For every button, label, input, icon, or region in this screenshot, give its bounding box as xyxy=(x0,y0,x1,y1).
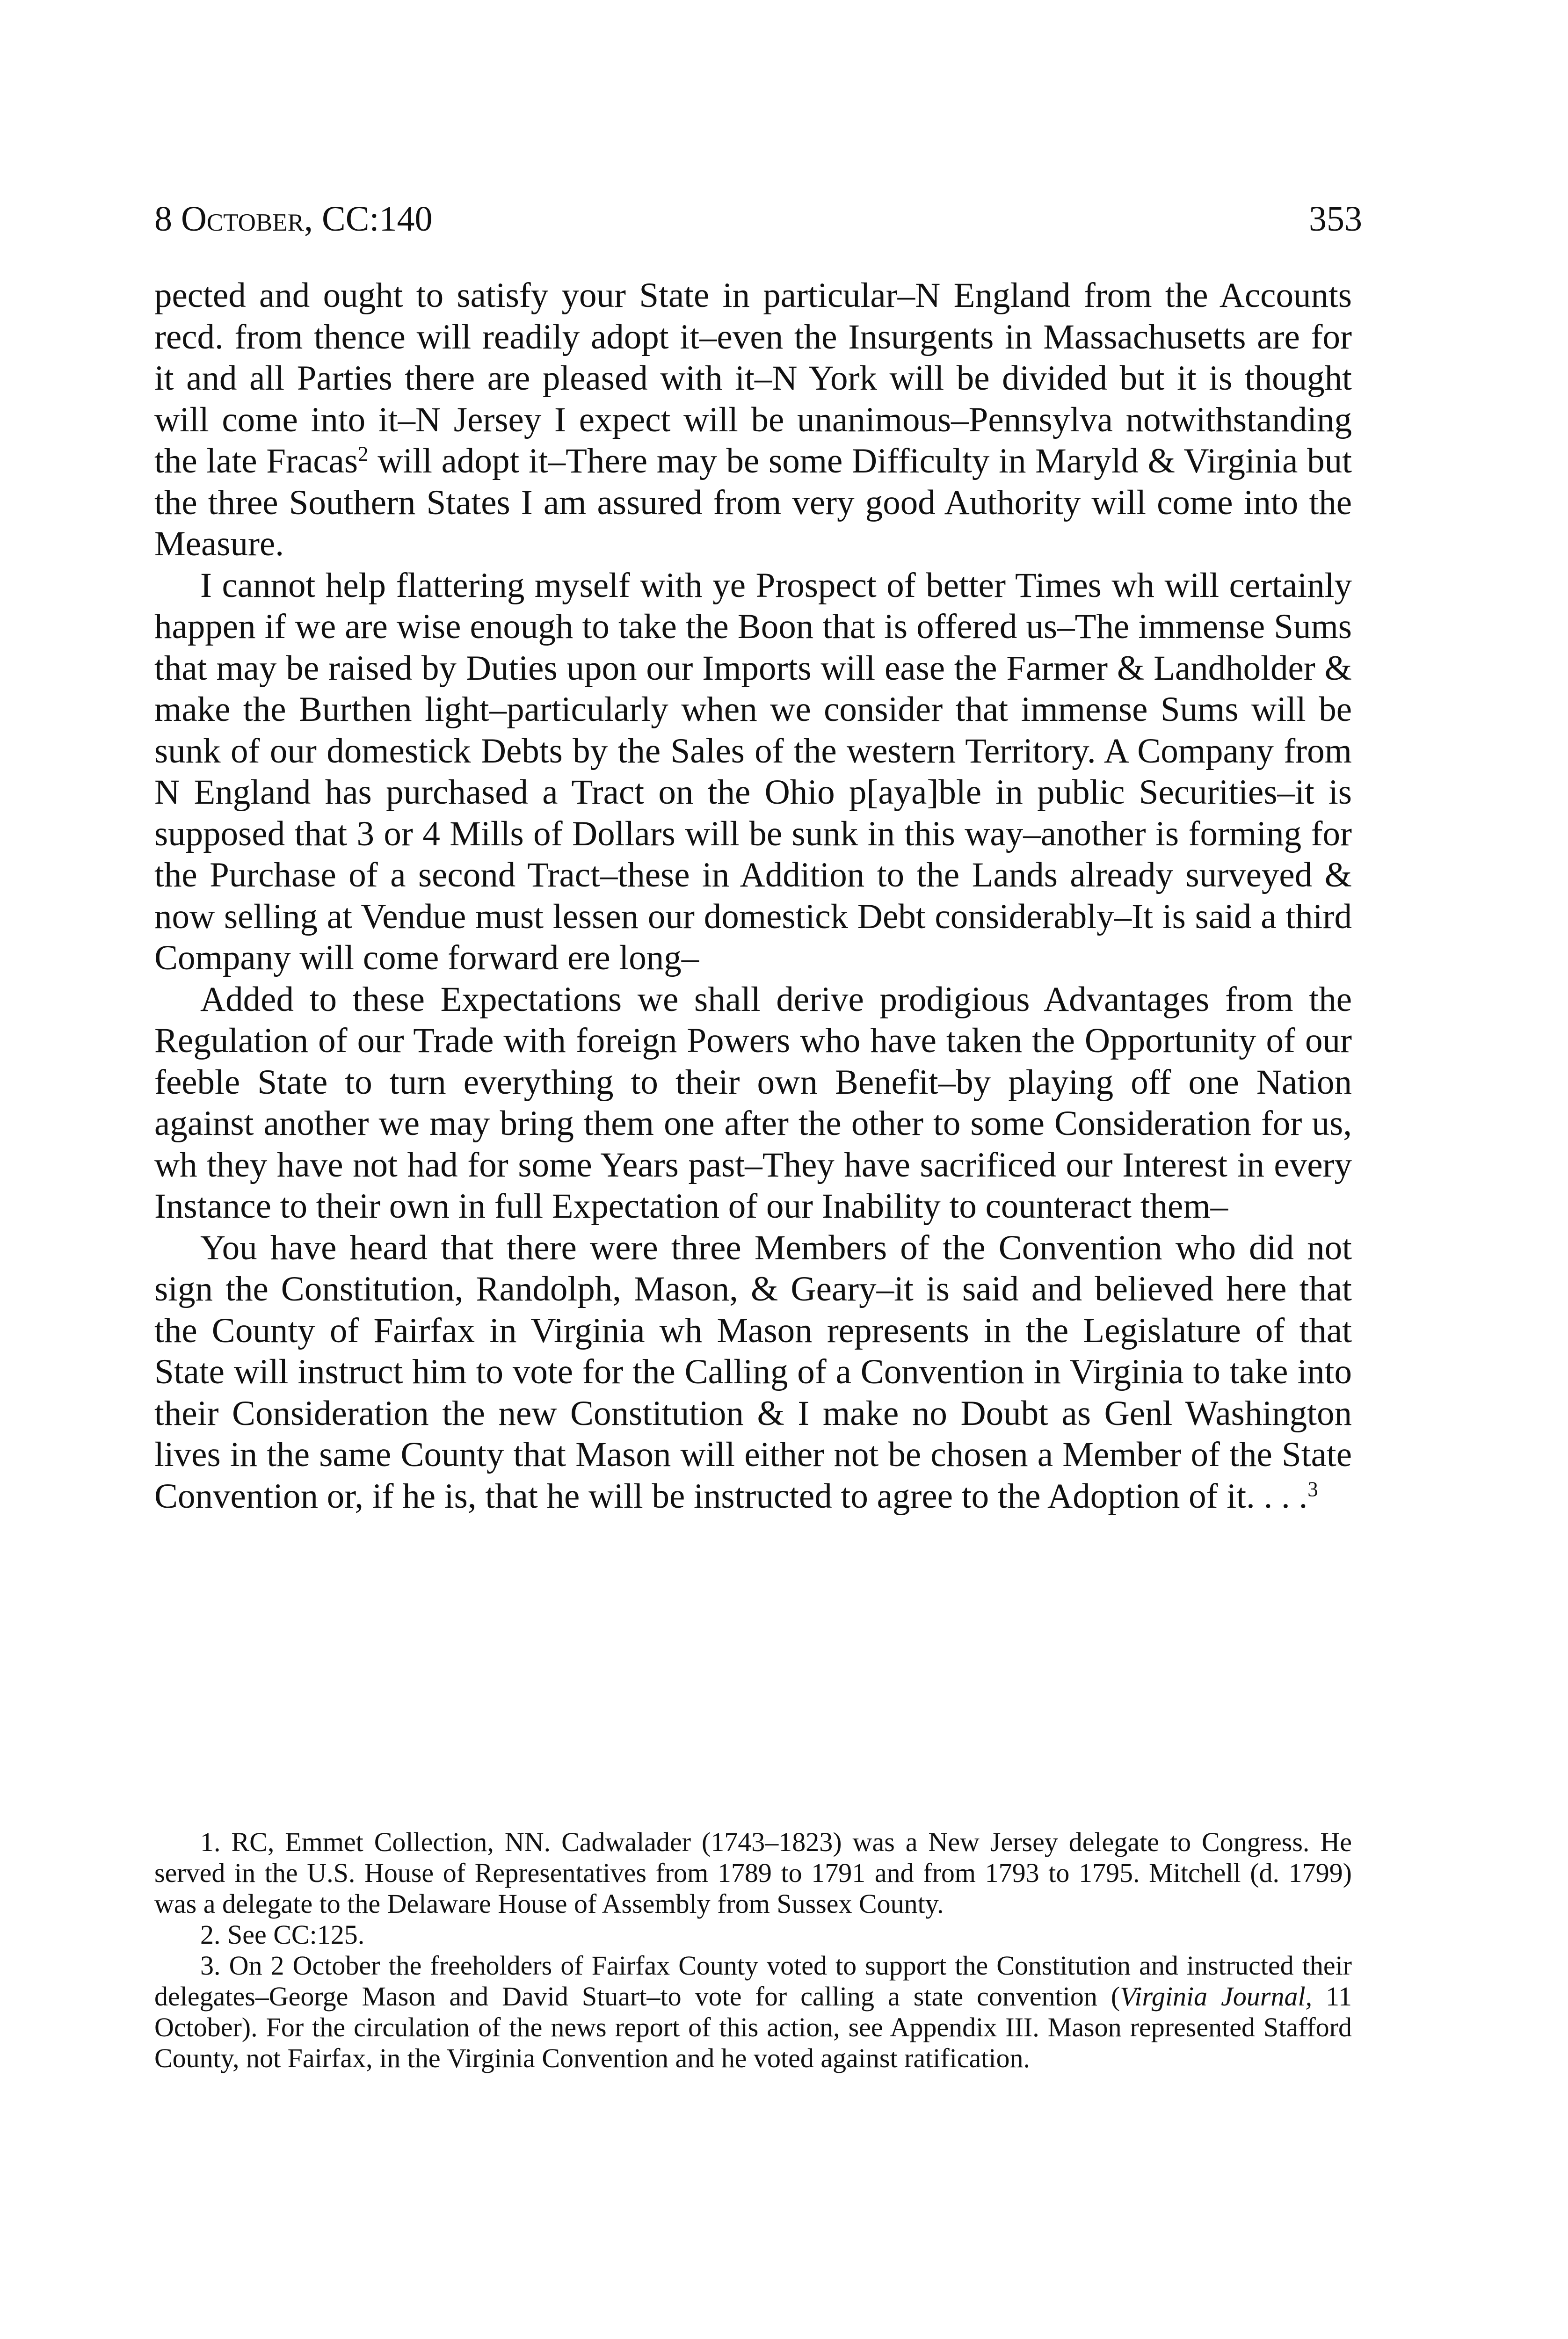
footnote-ref-3: 3 xyxy=(1307,1477,1318,1501)
running-head xyxy=(154,201,1362,237)
running-head-month: October xyxy=(181,199,305,239)
page-number: 353 xyxy=(1309,199,1362,239)
footnote-2: 2. See CC:125. xyxy=(200,1919,365,1950)
footnote-1: 1. RC, Emmet Collection, NN. Cadwalader (1743–1823) was a New Jersey delegate to Congress. He served in the U.S. House of Representatives from 1789 to 1791 and from 1793 to 1795. Mitchell (d. 1799) was a delegate to the Delaware House of Assembly from Sussex County. xyxy=(154,1827,1352,1919)
paragraph-3: Added to these Expectations we shall derive prodigious Advantages from the Regulation of our Trade with foreign Powers who have taken the Opportunity of our feeble State to turn everything to their own Benefit–by playing off one Nation against another we may bring them one after the other to some Consideration for us, wh they have not had for some Years past–They have sacrificed our Interest in every Instance to their own in full Expectation of our Inability to counteract them– xyxy=(154,980,1352,1226)
paragraph-4: You have heard that there were three Members of the Convention who did not sign the Constitution, Randolph, Mason, & Geary–it is said and believed here that the County of Fairfax in Virginia wh Mason represents in the Legislature of that State will instruct him to vote for the Calling of a Convention in Virginia to take into their Consideration the new Constitution & I make no Doubt as Genl Washington lives in the same County that Mason will either not be chosen a Member of the State Convention or, if he is, that he will be instructed to agree to the Adoption of it. . . .$^3$ xyxy=(154,1228,1352,1516)
paragraph-1: pected and ought to satisfy your State in particular–N England from the Accounts recd. from thence will readily adopt it–even the Insurgents in Massachusetts are for it and all Parties there are pleased with it–N York will be divided but it is thought will come into it–N Jersey I expect will be unanimous–Pennsylva notwithstanding the late Fracas$^2$ will adopt it–There may be some Difficulty in Maryld & Virginia but the three Southern States I am assured from very good Authority will come into the Measure. xyxy=(154,276,1352,563)
footnotes xyxy=(154,1827,1352,2074)
footnote-3: 3. On 2 October the freeholders of Fairfax County voted to support the Constitution and instructed their delegates–George Mason and David Stuart–to vote for calling a state convention (Virginia Journal, 11 October). For the circulation of the news report of this action, see Appendix III. Mason represented Stafford County, not Fairfax, in the Virginia Convention and he voted against ratification. xyxy=(154,1950,1352,2073)
running-head-title: 8 October, CC:140 xyxy=(154,199,433,239)
letter-body xyxy=(154,275,1352,1517)
footnote-3-source: Virginia Journal, xyxy=(1120,1981,1313,2012)
paragraph-2: I cannot help flattering myself with ye Prospect of better Times wh will certainly happen if we are wise enough to take the Boon that is offered us–The immense Sums that may be raised by Duties upon our Imports will ease the Farmer & Landholder & make the Burthen light–particularly when we consider that immense Sums will be sunk of our domestick Debts by the Sales of the western Territory. A Company from N England has purchased a Tract on the Ohio p[aya]ble in public Securities–it is supposed that 3 or 4 Mills of Dollars will be sunk in this way–another is forming for the Purchase of a second Tract–these in Addition to the Lands already surveyed & now selling at Vendue must lessen our domestick Debt considerably–It is said a third Company will come forward ere long– xyxy=(154,566,1352,977)
footnote-ref-2: 2 xyxy=(358,442,369,466)
